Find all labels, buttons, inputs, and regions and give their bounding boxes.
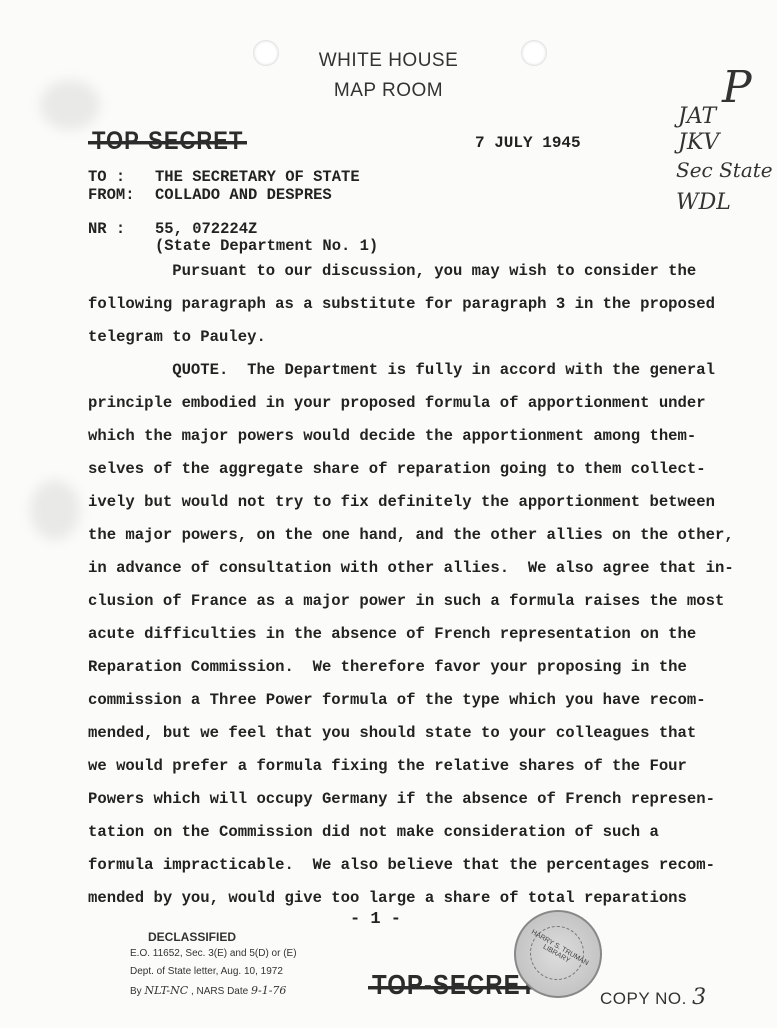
declassified-line-2: Dept. of State letter, Aug. 10, 1972: [130, 966, 283, 977]
seal-text: HARRY S. TRUMAN LIBRARY: [530, 928, 590, 968]
library-seal: [514, 910, 602, 998]
handwritten-note: Sec State: [676, 158, 773, 182]
letterhead-line-1: WHITE HOUSE: [318, 50, 459, 71]
nr-value: 55, 072224Z: [155, 220, 258, 238]
letterhead: [0, 46, 777, 106]
handwritten-p: P: [722, 62, 752, 113]
nr-subtitle: (State Department No. 1): [155, 237, 379, 255]
strike-line: [88, 141, 247, 144]
strike-line: [368, 986, 540, 989]
body-line: selves of the aggregate share of reparation going to them collect-: [88, 460, 706, 478]
nr-label: NR :: [88, 220, 126, 238]
body-line: Pursuant to our discussion, you may wish to consider the: [88, 262, 697, 280]
body-line: we would prefer a formula fixing the relative shares of the Four: [88, 757, 687, 775]
letterhead-line-2: MAP ROOM: [333, 80, 444, 101]
declassified-initials: NLT-NC: [144, 984, 189, 997]
classification-stamp-bottom: [372, 970, 536, 1002]
body-line: mended by you, would give too large a share of total reparations: [88, 889, 687, 907]
copy-number-value: 3: [692, 985, 707, 1010]
body-line: clusion of France as a major power in such a formula raises the most: [88, 592, 725, 610]
body-line: Powers which will occupy Germany if the absence of French represen-: [88, 790, 715, 808]
handwritten-initials-1: JAT: [678, 104, 717, 129]
handwritten-initials-2: JKV: [678, 130, 720, 155]
body-line: acute difficulties in the absence of French representation on the: [88, 625, 697, 643]
handwritten-initials-3: WDL: [676, 190, 731, 215]
body-line: ively but would not try to fix definitely the apportionment between: [88, 493, 715, 511]
copy-label: COPY NO.: [600, 989, 687, 1008]
from-value: COLLADO AND DESPRES: [155, 186, 332, 204]
body-line: formula impracticable. We also believe that the percentages recom-: [88, 856, 715, 874]
to-value: THE SECRETARY OF STATE: [155, 168, 360, 186]
body-line: commission a Three Power formula of the type which you have recom-: [88, 691, 706, 709]
page-number: - 1 -: [350, 910, 402, 929]
declassified-title: DECLASSIFIED: [148, 930, 237, 944]
body-line: in advance of consultation with other allies. We also agree that in-: [88, 559, 734, 577]
copy-number: [600, 985, 707, 1010]
body-line: QUOTE. The Department is fully in accord with the general: [88, 361, 715, 379]
to-label: TO :: [88, 168, 126, 186]
body-line: principle embodied in your proposed formula of apportionment under: [88, 394, 706, 412]
smudge: [30, 480, 80, 540]
body-line: the major powers, on the one hand, and the other allies on the other,: [88, 526, 734, 544]
declassified-date: 9-1-76: [250, 984, 287, 997]
classification-stamp-top: [92, 126, 243, 156]
from-label: FROM:: [88, 186, 135, 204]
declassified-by-prefix: By: [130, 986, 142, 997]
declassified-nars-label: , NARS Date: [190, 986, 249, 997]
body-line: Reparation Commission. We therefore favor your proposing in the: [88, 658, 687, 676]
body-line: telegram to Pauley.: [88, 328, 266, 346]
body-line: which the major powers would decide the apportionment among them-: [88, 427, 697, 445]
body-line: following paragraph as a substitute for paragraph 3 in the proposed: [88, 295, 715, 313]
body-line: mended, but we feel that you should state to your colleagues that: [88, 724, 697, 742]
message-date: 7 JULY 1945: [475, 134, 581, 152]
declassified-line-3: [130, 984, 286, 997]
declassified-line-1: E.O. 11652, Sec. 3(E) and 5(D) or (E): [130, 948, 297, 959]
body-line: tation on the Commission did not make consideration of such a: [88, 823, 659, 841]
